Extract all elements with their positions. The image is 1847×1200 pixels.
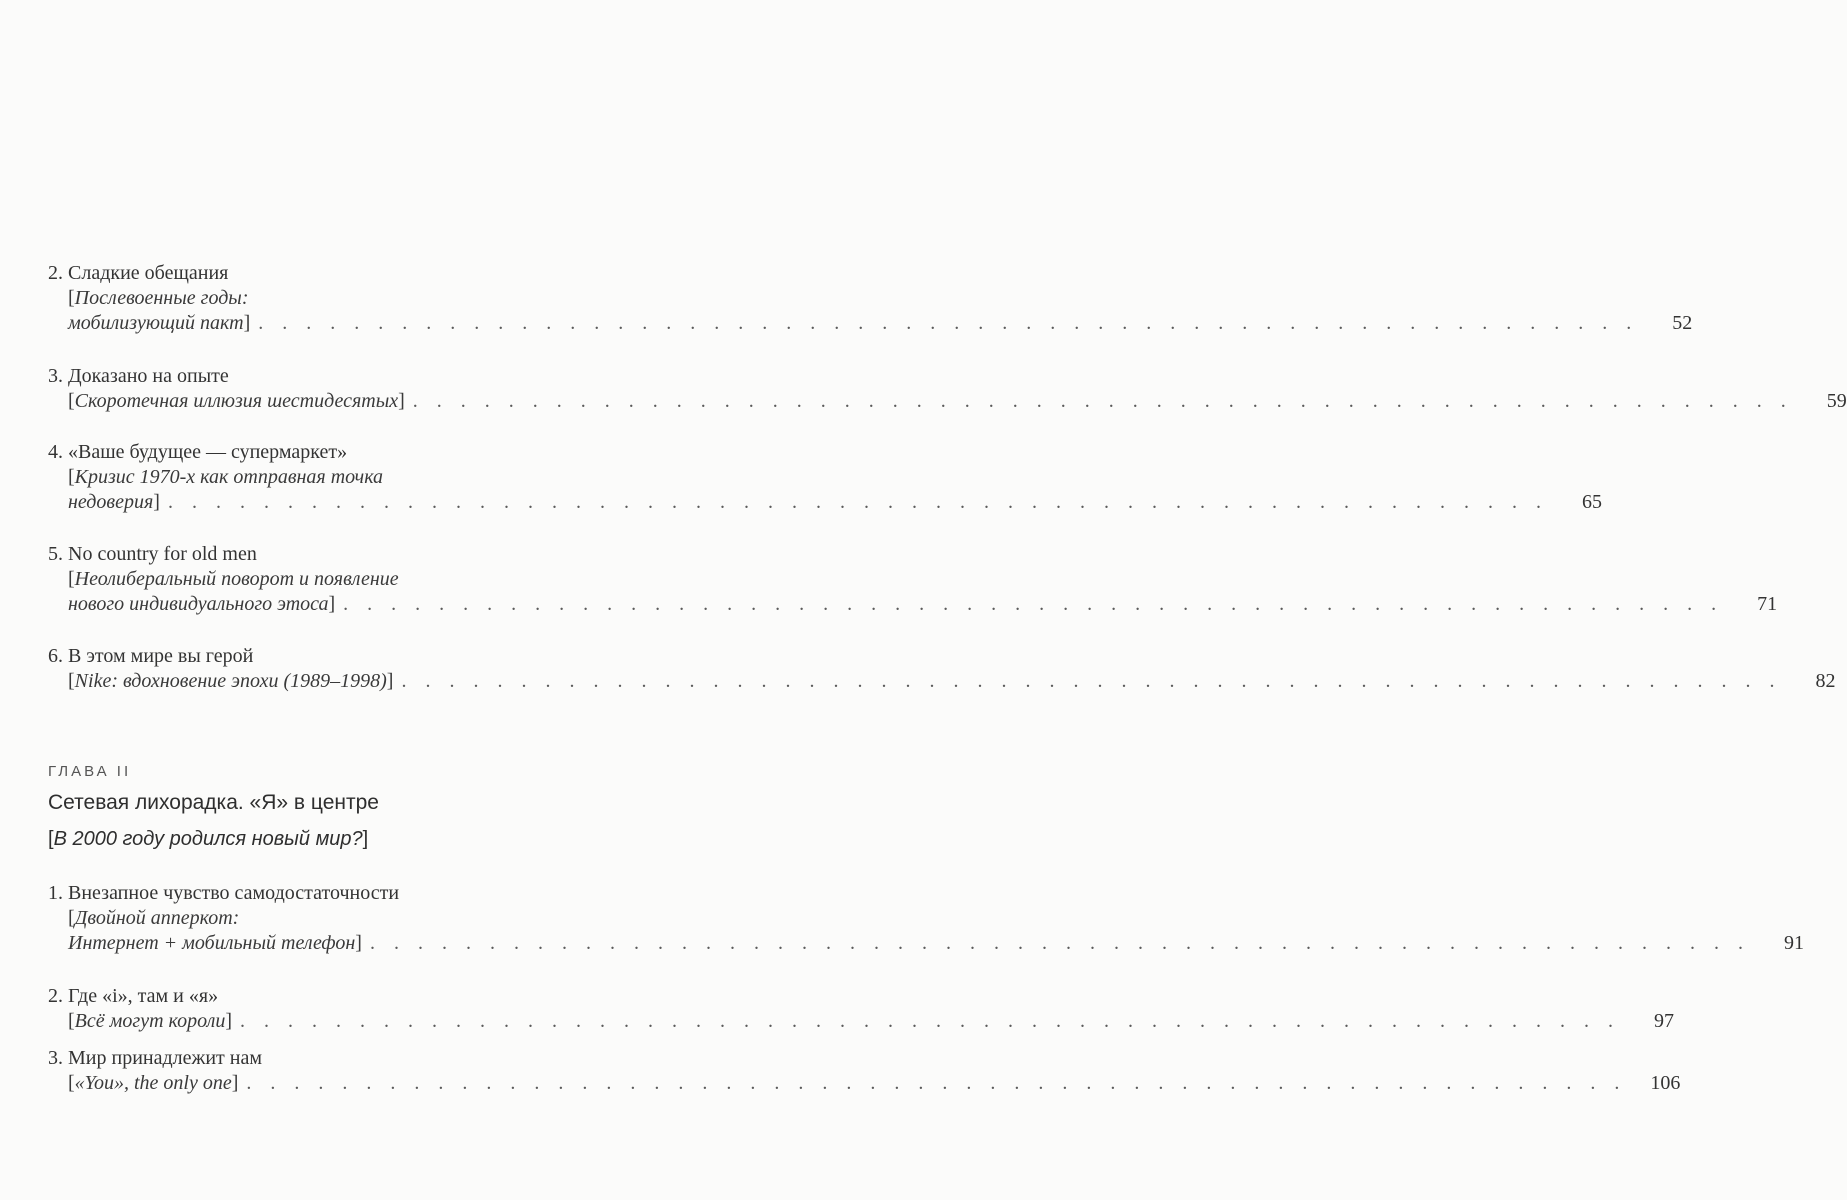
toc-entry xyxy=(48,881,1804,956)
entry-title: 1. Внезапное чувство самодостаточности xyxy=(48,882,400,904)
bracket-open: [ xyxy=(68,670,75,692)
bracket-open: [ xyxy=(68,1010,75,1032)
entry-leader-line xyxy=(48,311,1693,336)
toc-entry xyxy=(48,364,1847,414)
entry-subtitle-text: нового индивидуального этоса xyxy=(68,593,329,615)
entry-subtitle xyxy=(48,567,634,592)
page-number: 97 xyxy=(1654,1010,1675,1032)
entry-title: 4. «Ваше будущее — супермаркет» xyxy=(48,441,348,463)
bracket-close: ] xyxy=(398,390,405,412)
dot-leader: . . . . . . . . . . . . . . . . . . . . . . . . . . . . . . . . . . . . . . . . . . . . . . . . . . . . . . . . . . xyxy=(258,312,1639,334)
page-number: 71 xyxy=(1757,593,1778,615)
toc-entry xyxy=(48,984,1675,1034)
entry-subtitle-end xyxy=(48,1071,238,1096)
dot-leader: . . . . . . . . . . . . . . . . . . . . . . . . . . . . . . . . . . . . . . . . . . . . . . . . . . . . . . . . . . xyxy=(401,670,1782,692)
bracket-open: [ xyxy=(68,287,75,309)
dot-leader: . . . . . . . . . . . . . . . . . . . . . . . . . . . . . . . . . . . . . . . . . . . . . . . . . . . . . . . . . . xyxy=(343,593,1724,615)
page-number: 82 xyxy=(1815,670,1836,692)
bracket-open: [ xyxy=(68,907,75,929)
toc-entry xyxy=(48,261,1693,336)
entry-subtitle xyxy=(48,286,634,311)
page-number: 65 xyxy=(1581,491,1602,513)
toc-entry xyxy=(48,644,1836,694)
entry-subtitle-text: недоверия xyxy=(68,491,154,513)
entry-subtitle-text: Скоротечная иллюзия шестидесятых xyxy=(74,390,399,412)
toc-entry xyxy=(48,1046,1681,1096)
entry-title: 6. В этом мире вы герой xyxy=(48,645,254,667)
bracket-open: [ xyxy=(68,466,75,488)
entry-title: 5. No country for old men xyxy=(48,543,257,565)
entry-leader-line xyxy=(48,1071,1681,1096)
entry-leader-line xyxy=(48,1009,1675,1034)
bracket-close: ] xyxy=(243,312,251,334)
entry-leader-line xyxy=(48,389,1847,414)
entry-subtitle-text: Послевоенные годы: xyxy=(74,287,249,309)
entry-leader-line xyxy=(48,490,1602,515)
entry-subtitle-text: «You», the only one xyxy=(74,1072,232,1094)
chapter-subtitle xyxy=(48,828,368,851)
bracket-open: [ xyxy=(68,390,75,412)
chapter-title: Сетевая лихорадка. «Я» в центре xyxy=(48,791,379,814)
toc-entry xyxy=(48,440,1602,515)
entry-subtitle xyxy=(48,906,634,931)
page-number: 91 xyxy=(1783,932,1804,954)
entry-subtitle-end xyxy=(48,592,335,617)
bracket-open: [ xyxy=(48,828,54,850)
entry-subtitle-text: Интернет + мобильный телефон xyxy=(68,932,356,954)
page-number: 106 xyxy=(1650,1072,1681,1094)
entry-subtitle-end xyxy=(48,490,160,515)
dot-leader: . . . . . . . . . . . . . . . . . . . . . . . . . . . . . . . . . . . . . . . . . . . . . . . . . . . . . . . . . . xyxy=(240,1010,1621,1032)
entry-title: 2. Сладкие обещания xyxy=(48,262,229,284)
entry-subtitle-text: Двойной апперкот: xyxy=(74,907,240,929)
bracket-close: ] xyxy=(386,670,394,692)
bracket-close: ] xyxy=(328,593,336,615)
entry-leader-line xyxy=(48,669,1836,694)
entry-subtitle-end xyxy=(48,311,250,336)
entry-subtitle-text: мобилизующий пакт xyxy=(68,312,244,334)
dot-leader: . . . . . . . . . . . . . . . . . . . . . . . . . . . . . . . . . . . . . . . . . . . . . . . . . . . . . . . . . . xyxy=(167,491,1548,513)
entry-title: 2. Где «i», там и «я» xyxy=(48,985,219,1007)
entry-title: 3. Мир принадлежит нам xyxy=(48,1047,263,1069)
bracket-close: ] xyxy=(225,1010,233,1032)
bracket-open: [ xyxy=(68,568,75,590)
entry-leader-line xyxy=(48,931,1804,956)
entry-leader-line xyxy=(48,592,1778,617)
chapter-label: ГЛАВА II xyxy=(48,763,132,780)
entry-subtitle-end xyxy=(48,1009,232,1034)
dot-leader: . . . . . . . . . . . . . . . . . . . . . . . . . . . . . . . . . . . . . . . . . . . . . . . . . . . . . . . . . . xyxy=(369,932,1750,954)
entry-subtitle-text: Неолиберальный поворот и появление xyxy=(74,568,399,590)
bracket-close: ] xyxy=(231,1072,239,1094)
entry-subtitle-text: Кризис 1970-х как отправная точка xyxy=(74,466,384,488)
dot-leader: . . . . . . . . . . . . . . . . . . . . . . . . . . . . . . . . . . . . . . . . . . . . . . . . . . . . . . . . . . xyxy=(412,390,1793,412)
entry-title: 3. Доказано на опыте xyxy=(48,365,229,387)
entry-subtitle-end xyxy=(48,389,405,414)
dot-leader: . . . . . . . . . . . . . . . . . . . . . . . . . . . . . . . . . . . . . . . . . . . . . . . . . . . . . . . . . . xyxy=(246,1072,1627,1094)
entry-subtitle-text: Всё могут короли xyxy=(74,1010,226,1032)
entry-subtitle-end xyxy=(48,669,393,694)
chapter-subtitle-text: В 2000 году родился новый мир? xyxy=(53,828,363,850)
page-number: 52 xyxy=(1672,312,1693,334)
bracket-close: ] xyxy=(153,491,160,513)
bracket-open: [ xyxy=(68,1072,75,1094)
toc-entry xyxy=(48,542,1778,617)
bracket-close: ] xyxy=(362,828,369,850)
entry-subtitle-text: Nike: вдохновение эпохи (1989–1998) xyxy=(74,670,387,692)
entry-subtitle xyxy=(48,465,634,490)
entry-subtitle-end xyxy=(48,931,362,956)
bracket-close: ] xyxy=(355,932,362,954)
page-number: 59 xyxy=(1826,390,1847,412)
